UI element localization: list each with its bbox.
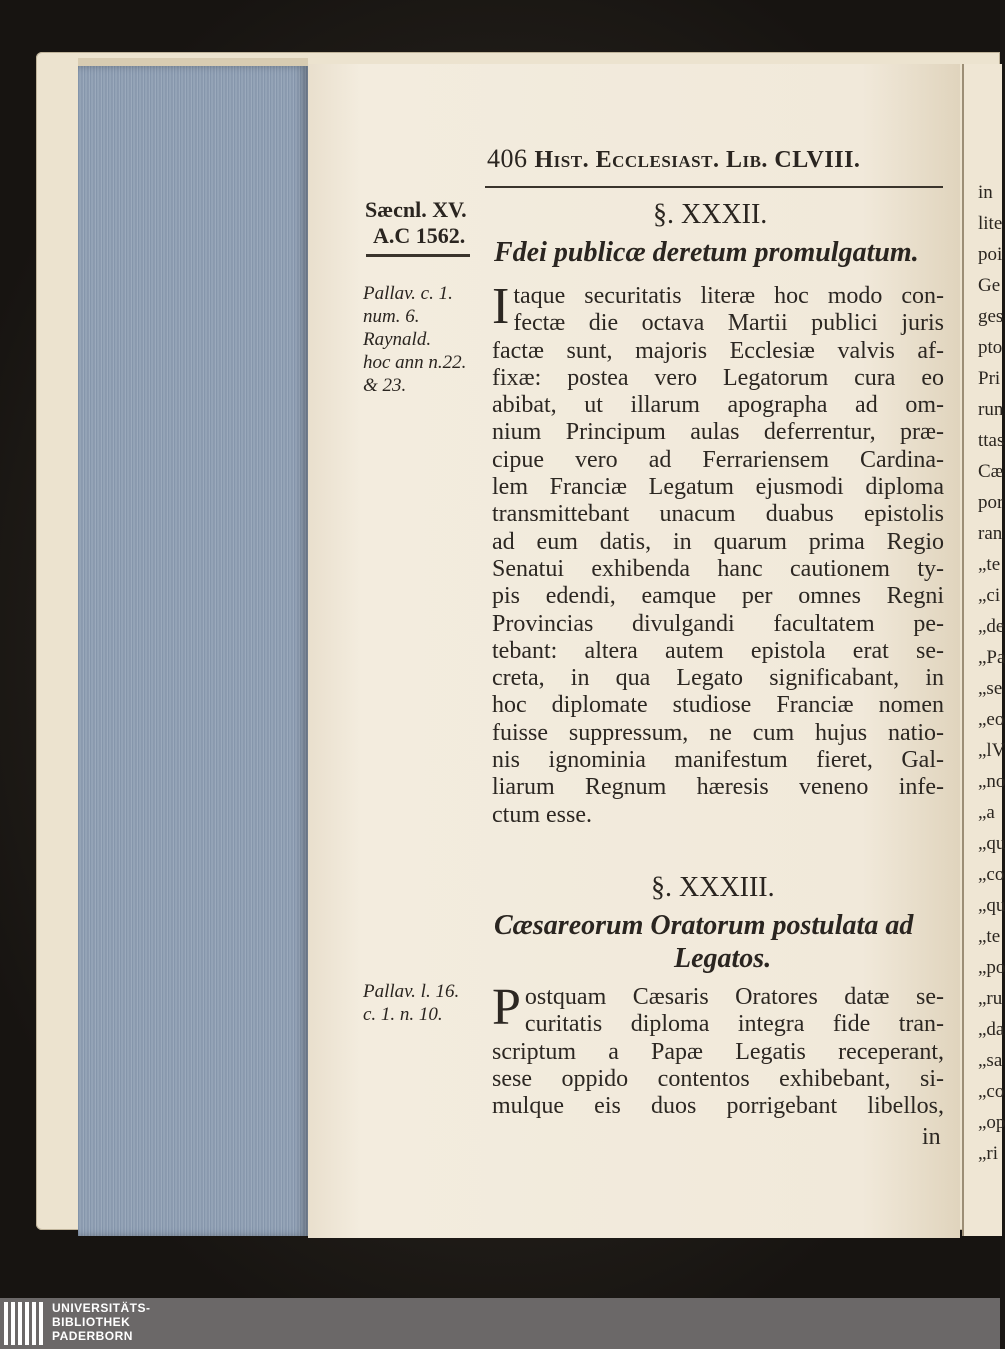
facing-page-line: „se (978, 678, 1003, 699)
ref-line: hoc ann n.22. (363, 352, 467, 373)
library-name-line: PADERBORN (52, 1329, 133, 1343)
facing-page-fragment (962, 64, 1005, 1236)
library-name (52, 1301, 151, 1343)
facing-page-line: „Pa (978, 647, 1005, 668)
ref-line: & 23. (363, 375, 407, 396)
facing-page-line: „lV (978, 740, 1005, 761)
text-line: fixæ: postea vero Legatorum cura eo (492, 364, 944, 391)
ref-line: Raynald. (363, 329, 432, 350)
facing-page-line: „qu (978, 895, 1005, 916)
text-line: cipue vero ad Ferrariensem Cardina- (492, 446, 944, 473)
facing-page-line: „co (978, 1081, 1005, 1102)
section-title: Fdei publicæ deretum promulgatum. (494, 237, 919, 268)
text-line: ad eum datis, in quarum prima Regio (492, 528, 944, 555)
library-footer (0, 1298, 1000, 1349)
ref-line: c. 1. n. 10. (363, 1004, 443, 1025)
text-line: fectæ die octava Martii publici juris (513, 310, 944, 337)
ref-line: Pallav. l. 16. (363, 981, 460, 1002)
facing-page-line: Ge (978, 275, 1001, 296)
library-name-line: UNIVERSITÄTS- (52, 1301, 151, 1315)
text-line: lem Franciæ Legatum ejusmodi diploma (492, 474, 944, 501)
anno-label: A.C 1562. (373, 223, 466, 248)
section-title-continued: Legatos. (674, 943, 772, 974)
margin-references-2 (363, 980, 459, 1026)
text-line: Senatui exhibenda hanc cautionem ty- (492, 555, 944, 582)
text-line: liarum Regnum hæresis veneno infe- (492, 774, 944, 801)
facing-page-line: run (978, 399, 1004, 420)
text-line: abibat, ut illarum apographa ad om- (492, 392, 944, 419)
facing-page-line: „qu (978, 833, 1005, 854)
page-number: 406 (487, 144, 528, 173)
margin-rule (366, 254, 470, 257)
facing-page-line: Pri (978, 368, 1001, 389)
ref-line: Pallav. c. 1. (363, 283, 453, 304)
ref-line: num. 6. (363, 306, 420, 327)
text-line: nium Principum aulas deferrentur, præ- (492, 419, 944, 446)
facing-page-line: por (978, 492, 1004, 513)
section-1-text (492, 278, 944, 829)
margin-saeculum (365, 197, 467, 249)
facing-page-line: „de (978, 616, 1005, 637)
text-line: hoc diplomate studiose Franciæ nomen (492, 692, 944, 719)
running-head (487, 144, 942, 184)
margin-references-1 (363, 282, 466, 397)
catchword: in (922, 1124, 941, 1150)
facing-page-line: „ci (978, 585, 1001, 606)
text-line: pis edendi, eamque per omnes Regni (492, 583, 944, 610)
saeculum-label: Sæcnl. XV. (365, 197, 467, 222)
text-line: tebant: altera autem epistola erat se- (492, 637, 944, 664)
facing-page-line: ttas (978, 430, 1005, 451)
text-line: sese oppido contentos exhibebant, si- (492, 1065, 944, 1092)
facing-page-line: „da (978, 1019, 1005, 1040)
facing-page-line: „eo (978, 709, 1005, 730)
head-rule (485, 186, 943, 188)
facing-page-line: „ri (978, 1143, 999, 1164)
facing-page-line: „co (978, 864, 1005, 885)
text-line: Provincias divulgandi facultatem pe- (492, 610, 944, 637)
text-line: nis ignominia manifestum fieret, Gal- (492, 747, 944, 774)
library-name-line: BIBLIOTHEK (52, 1315, 131, 1329)
drop-cap: P (492, 979, 521, 1036)
section-2-text (492, 979, 944, 1120)
text-line: transmittebant unacum duabus epistolis (492, 501, 944, 528)
text-line: creta, in qua Legato significabant, in (492, 665, 944, 692)
facing-page-line: „te (978, 554, 1001, 575)
facing-page-line: pto (978, 337, 1003, 358)
text-line: curitatis diploma integra fide tran- (524, 1011, 944, 1038)
library-logo-icon (4, 1302, 48, 1345)
facing-page-line: in (978, 182, 993, 203)
facing-page-line: „sa (978, 1050, 1003, 1071)
facing-page-line: „po (978, 957, 1005, 978)
section-number: §. XXXII. (653, 199, 768, 230)
drop-cap: I (492, 278, 510, 335)
facing-page-line: Cæ (978, 461, 1004, 482)
facing-page-line: „a (978, 802, 995, 823)
facing-page-line: lite (978, 213, 1003, 234)
facing-page-line: ges (978, 306, 1004, 327)
text-line: scriptum a Papæ Legatis receperant, (492, 1038, 944, 1065)
text-line: ostquam Cæsaris Oratores datæ se- (524, 984, 944, 1010)
text-line: ctum esse. (492, 801, 592, 828)
text-line: mulque eis duos porrigebant libellos, (492, 1093, 944, 1120)
section-title: Cæsareorum Oratorum postulata ad (494, 910, 914, 941)
facing-page-line: poi (978, 244, 1003, 265)
facing-page-line: „op (978, 1112, 1005, 1133)
facing-page-line: „te (978, 926, 1001, 947)
page-block-edge (78, 66, 308, 1236)
section-number: §. XXXIII. (651, 872, 775, 903)
text-line: taque securitatis literæ hoc modo con- (513, 283, 944, 309)
text-line: fuisse suppressum, ne cum hujus natio- (492, 719, 944, 746)
text-line: factæ sunt, majoris Ecclesiæ valvis af- (492, 337, 944, 364)
facing-page-line: „ru (978, 988, 1003, 1009)
running-title: Hist. Ecclesiast. Lib. CLVIII. (534, 147, 861, 173)
facing-page-line: „no (978, 771, 1005, 792)
facing-page-line: ran (978, 523, 1003, 544)
